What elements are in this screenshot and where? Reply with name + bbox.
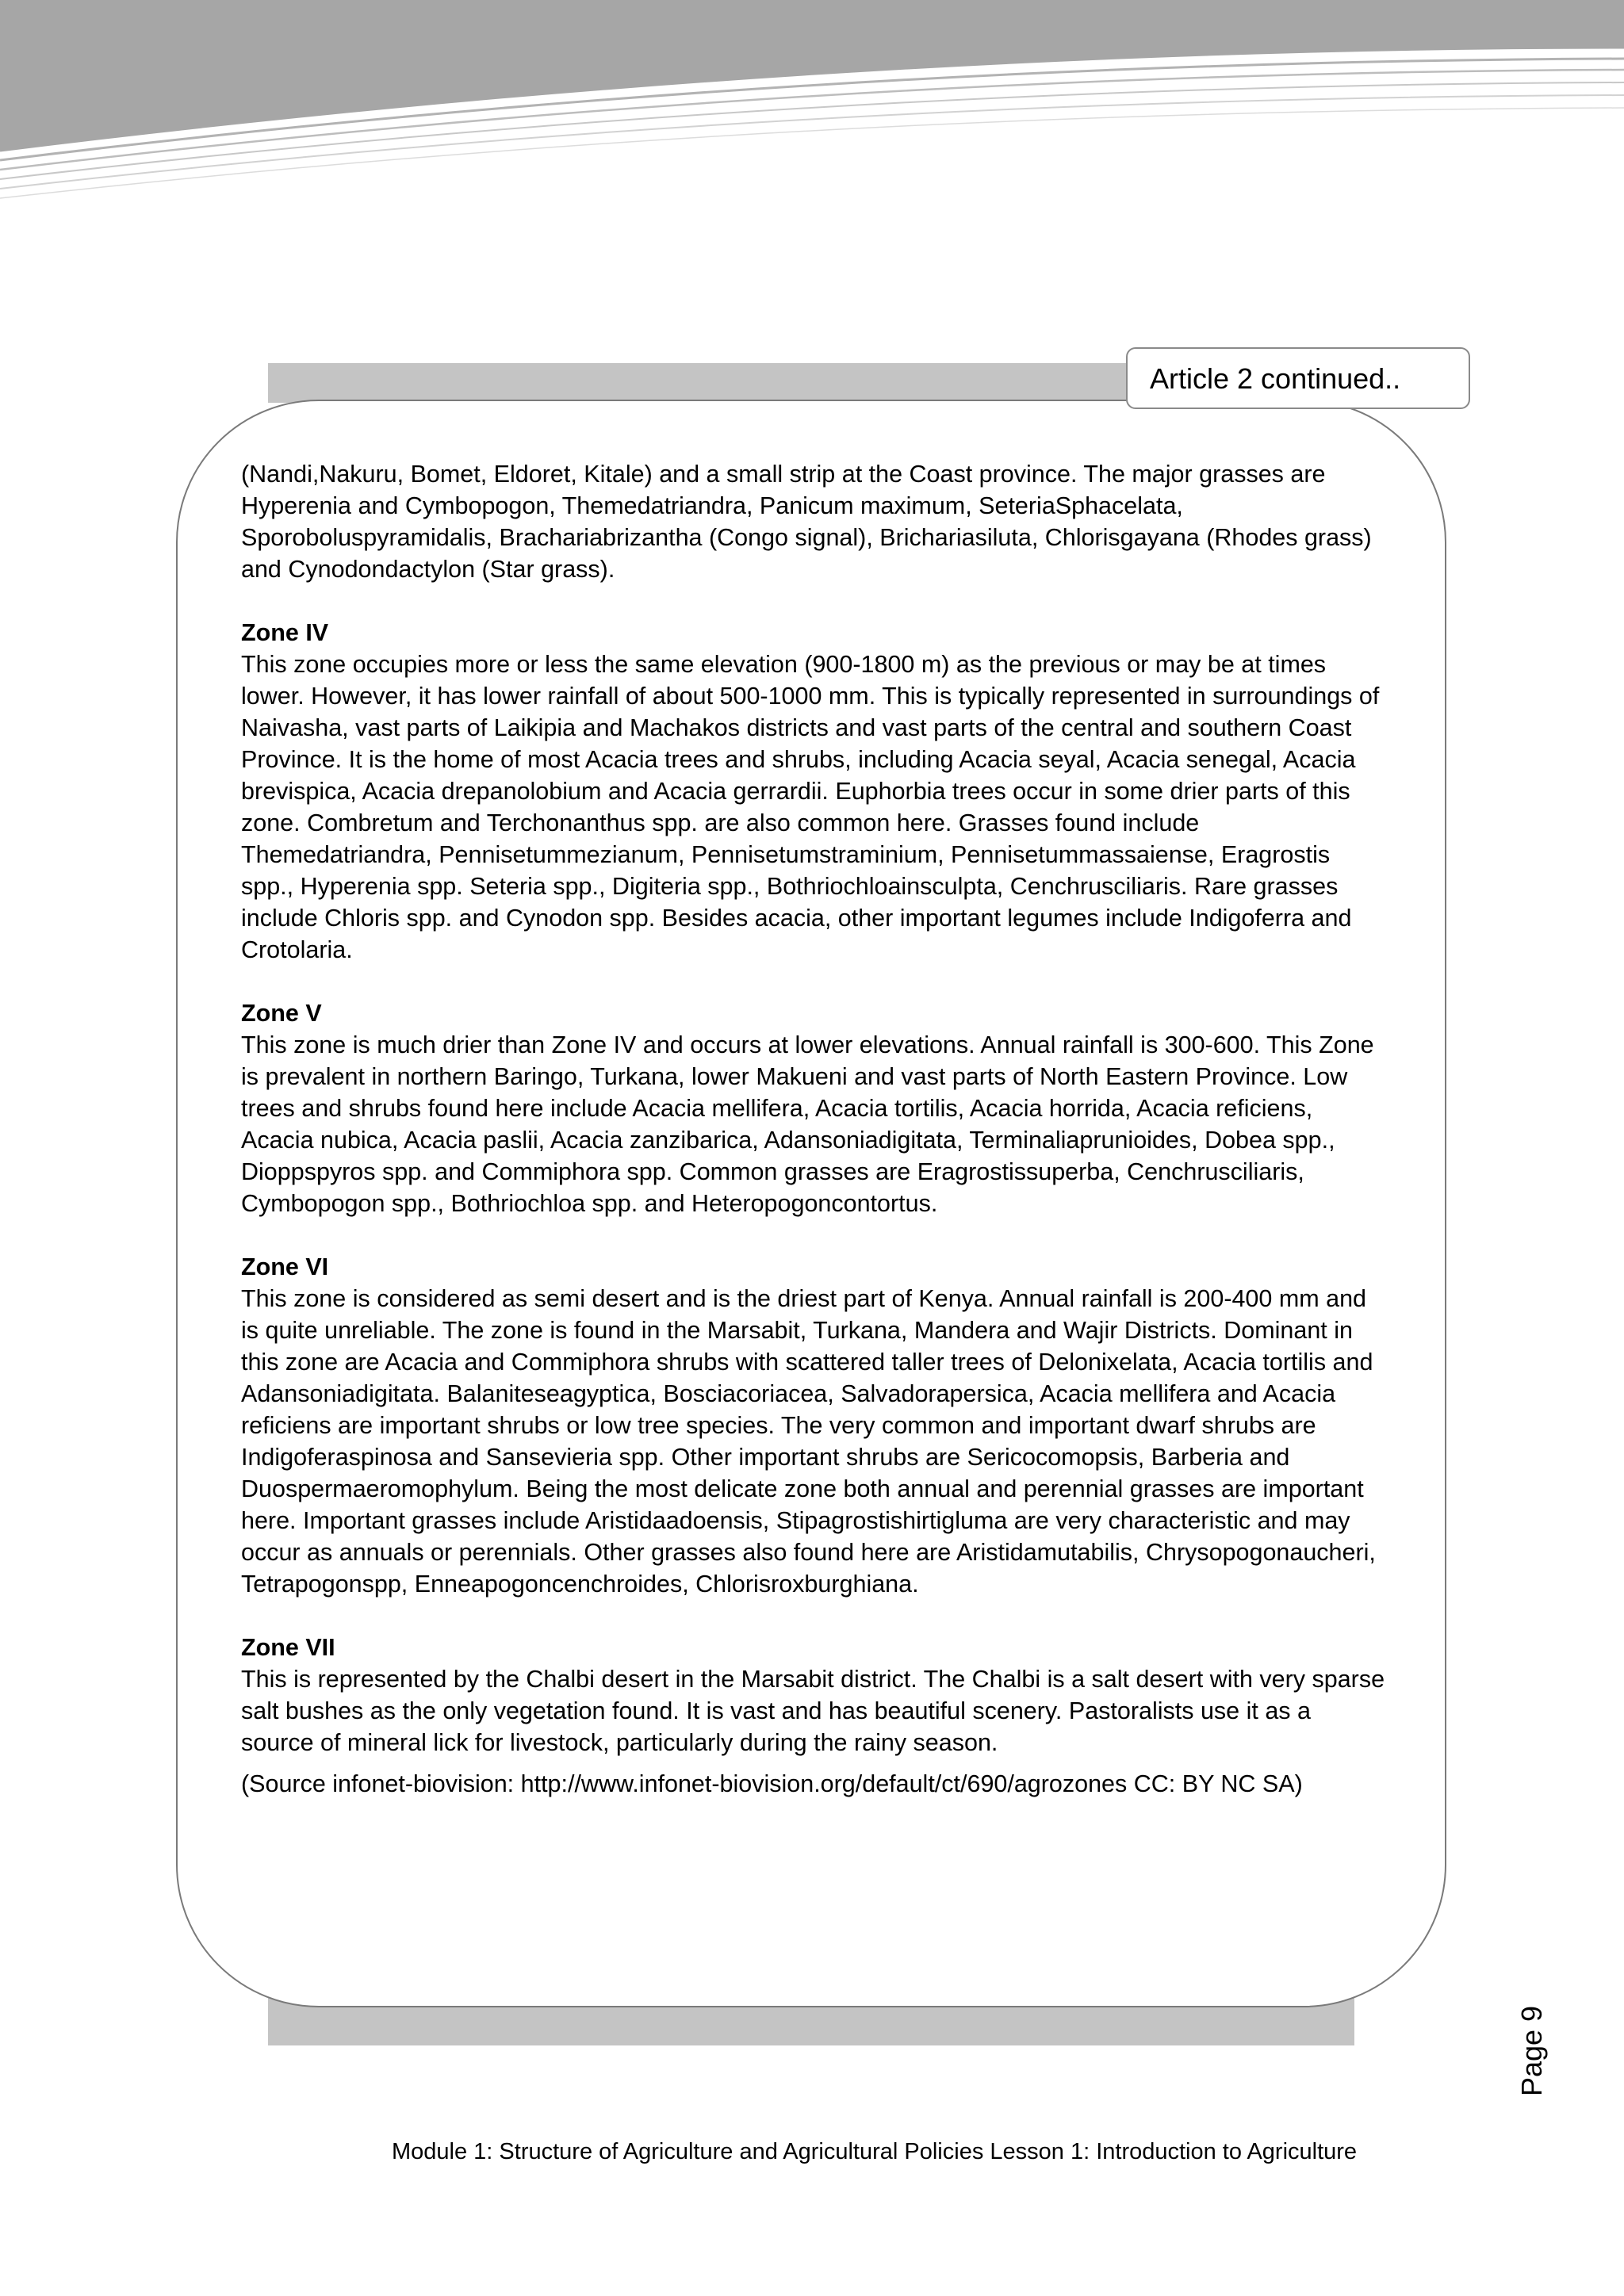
page-footer: Module 1: Structure of Agriculture and Agricultural Policies Lesson 1: Introduction to Agriculture bbox=[392, 2139, 1358, 2164]
article-text bbox=[241, 458, 1388, 1800]
zone-iv-heading: Zone IV bbox=[241, 619, 329, 646]
source-note: (Source infonet-biovision: http://www.infonet-biovision.org/default/ct/690/agrozones CC: BY NC SA) bbox=[241, 1770, 1303, 1797]
zone-v-heading: Zone V bbox=[241, 1000, 322, 1027]
article-continued-tab: Article 2 continued.. bbox=[1126, 347, 1470, 409]
zone-vii-body: This is represented by the Chalbi desert in the Marsabit district. The Chalbi is a salt desert with very sparse salt bushes as the only vegetation found. It is vast and has beautiful scenery. Pastoralists use it as a source of mineral lick for livestock, particularly during the rainy season. bbox=[241, 1666, 1385, 1756]
zone-vi-heading: Zone VI bbox=[241, 1253, 329, 1280]
zone-vii-heading: Zone VII bbox=[241, 1634, 335, 1661]
zone-v-body: This zone is much drier than Zone IV and occurs at lower elevations. Annual rainfall is 300-600. This Zone is prevalent in northern Baringo, Turkana, lower Makueni and vast parts of North Eastern Province. Low trees and shrubs found here include Acacia mellifera, Acacia tortilis, Acacia horrida, Acacia reficiens, Acacia nubica, Acacia paslii, Acacia zanzibarica, Adansoniadigitata, Terminaliaprunioides, Dobea spp., Dioppspyros spp. and Commiphora spp. Common grasses are Eragrostissuperba, Cenchrusciliaris, Cymbopogon spp., Bothriochloa spp. and Heteropogoncontortus. bbox=[241, 1031, 1374, 1217]
zone-vi-body: This zone is considered as semi desert and is the driest part of Kenya. Annual rainfall is 200-400 mm and is quite unreliable. The zone is found in the Marsabit, Turkana, Mandera and Wajir Districts. Dominant in this zone are Acacia and Commiphora shrubs with scattered taller trees of Delonixelata, Acacia tortilis and Adansoniadigitata. Balaniteseagyptica, Bosciacoriacea, Salvadorapersica, Acacia mellifera and Acacia reficiens are important shrubs or low tree species. The very common and important dwarf shrubs are Indigoferaspinosa and Sansevieria spp. Other important shrubs are Sericocomopsis, Barberia and Duospermaeromophylum. Being the most delicate zone both annual and perennial grasses are important here. Important grasses include Aristidaadoensis, Stipagrostishirtigluma are very characteristic and may occur as annuals or perennials. Other grasses also found here are Aristidamutabilis, Chrysopogonaucheri, Tetrapogonspp, Enneapogoncenchroides, Chlorisroxburghiana. bbox=[241, 1285, 1376, 1598]
page-number-label: Page 9 bbox=[1515, 2005, 1548, 2097]
header-decoration bbox=[0, 0, 1624, 222]
page-number bbox=[1500, 1999, 1564, 2103]
zone-iv-body: This zone occupies more or less the same elevation (900-1800 m) as the previous or may be at times lower. However, it has lower rainfall of about 500-1000 mm. This is typically represented in surroundings of Naivasha, vast parts of Laikipia and Machakos districts and vast parts of the central and southern Coast Province. It is the home of most Acacia trees and shrubs, including Acacia seyal, Acacia senegal, Acacia brevispica, Acacia drepanolobium and Acacia gerrardii. Euphorbia trees occur in some drier parts of this zone. Combretum and Terchonanthus spp. are also common here. Grasses found include Themedatriandra, Pennisetummezianum, Pennisetumstraminium, Pennisetummassaiense, Eragrostis spp., Hyperenia spp. Seteria spp., Digiteria spp., Bothriochloainsculpta, Cenchrusciliaris. Rare grasses include Chloris spp. and Cynodon spp. Besides acacia, other important legumes include Indigoferra and Crotolaria. bbox=[241, 651, 1380, 963]
intro-paragraph: (Nandi,Nakuru, Bomet, Eldoret, Kitale) and a small strip at the Coast province. The major grasses are Hyperenia and Cymbopogon, Themedatriandra, Panicum maximum, SeteriaSphacelata, Sporoboluspyramidalis, Brachariabrizantha (Congo signal), Brichariasiluta, Chlorisgayana (Rhodes grass) and Cynodondactylon (Star grass). bbox=[241, 461, 1372, 583]
